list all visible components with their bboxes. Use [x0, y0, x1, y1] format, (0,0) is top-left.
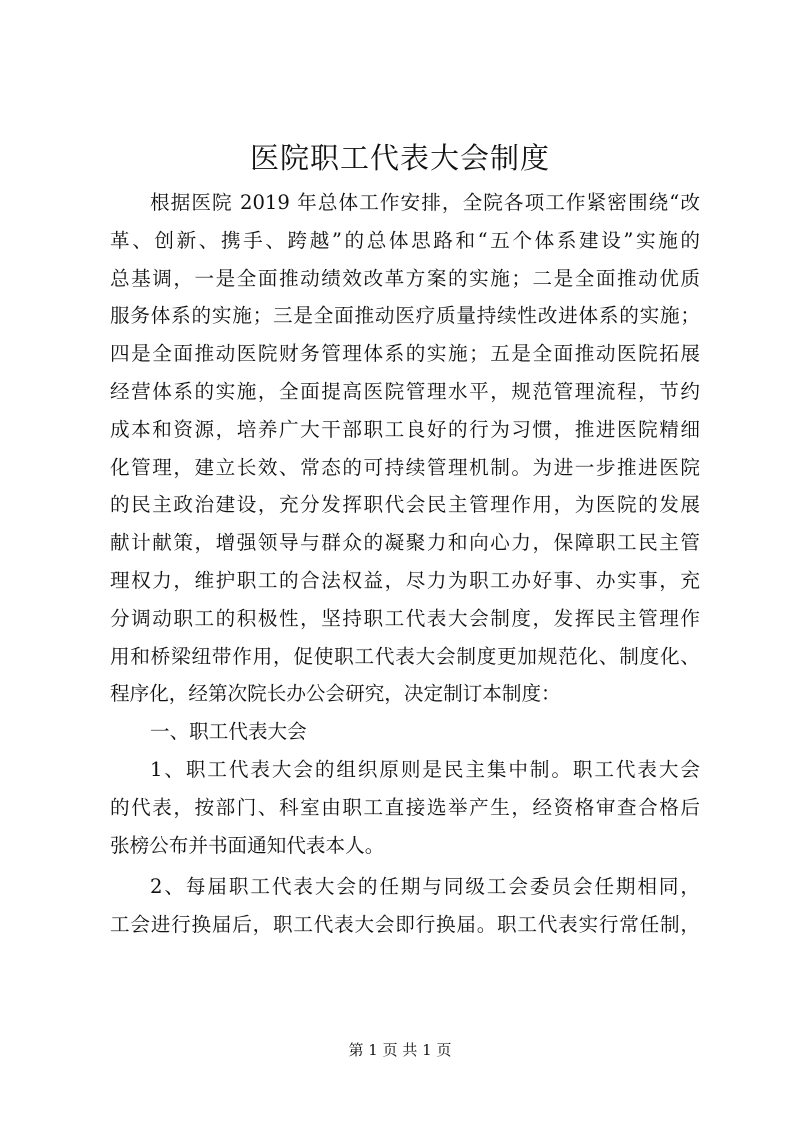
intro-line: 程序化，经第次院长办公会研究，决定制订本制度：	[110, 682, 561, 706]
intro-line: 理权力，维护职工的合法权益，尽力为职工办好事、办实事，充	[110, 568, 700, 592]
intro-line: 用和桥梁纽带作用，促使职工代表大会制度更加规范化、制度化、	[110, 644, 700, 668]
item-2-line: 工会进行换届后，职工代表大会即行换届。职工代表实行常任制，	[110, 913, 700, 937]
intro-line: 献计献策，增强领导与群众的凝聚力和向心力，保障职工民主管	[110, 531, 700, 555]
section-heading: 一、职工代表大会	[150, 720, 307, 744]
intro-line: 根据医院 2019 年总体工作安排，全院各项工作紧密围绕“改	[150, 191, 700, 214]
intro-line: 革、创新、携手、跨越”的总体思路和“五个体系建设”实施的	[110, 228, 700, 252]
item-1-line: 1、职工代表大会的组织原则是民主集中制。职工代表大会	[150, 757, 700, 781]
item-1-line: 张榜公布并书面通知代表本人。	[110, 833, 385, 857]
intro-line: 总基调，一是全面推动绩效改革方案的实施；二是全面推动优质	[110, 266, 700, 290]
document-body	[110, 184, 700, 944]
intro-line: 的民主政治建设，充分发挥职代会民主管理作用，为医院的发展	[110, 493, 700, 517]
item-1-line: 的代表，按部门、科室由职工直接选举产生，经资格审查合格后	[110, 795, 700, 819]
intro-line: 经营体系的实施，全面提高医院管理水平，规范管理流程，节约	[110, 379, 700, 403]
intro-line: 服务体系的实施；三是全面推动医疗质量持续性改进体系的实施；	[110, 304, 700, 328]
item-2-line: 2、每届职工代表大会的任期与同级工会委员会任期相同，	[150, 875, 700, 899]
page-footer: 第 1 页 共 1 页	[348, 1041, 452, 1059]
intro-line: 分调动职工的积极性，坚持职工代表大会制度，发挥民主管理作	[110, 606, 700, 630]
page-title: 医院职工代表大会制度	[249, 141, 550, 175]
intro-line: 化管理，建立长效、常态的可持续管理机制。为进一步推进医院	[110, 455, 700, 479]
intro-line: 四是全面推动医院财务管理体系的实施；五是全面推动医院拓展	[110, 342, 700, 366]
intro-line: 成本和资源，培养广大干部职工良好的行为习惯，推进医院精细	[110, 417, 700, 441]
